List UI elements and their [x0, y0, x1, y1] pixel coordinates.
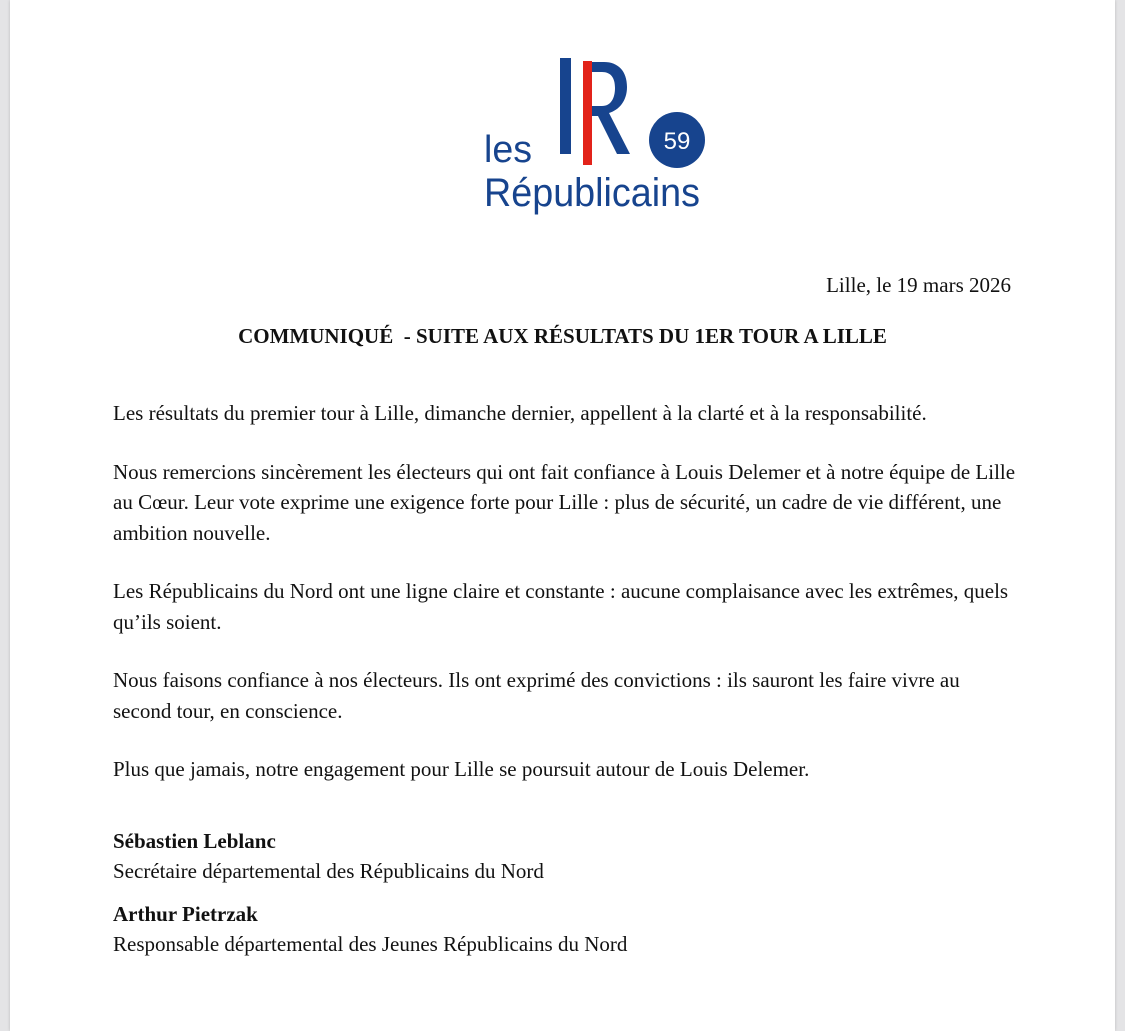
logo-red-bar	[583, 61, 592, 165]
document-date: Lille, le 19 mars 2026	[826, 273, 1011, 297]
logo-badge-number: 59	[663, 128, 691, 155]
body-paragraph: Nous remercions sincèrement les électeurs qui ont fait confiance à Louis Delemer et à notre équipe de Lille au Cœur. Leur vote exprime une exigence forte pour Lille : plus de sécurité, un cadre de vie différent, une ambition nouvelle.	[113, 459, 1016, 545]
signatory-role: Responsable départemental des Jeunes Républicains du Nord	[113, 932, 628, 956]
signatory-name: Sébastien Leblanc	[113, 829, 276, 853]
document-body	[113, 398, 1018, 813]
logo-graphic	[478, 58, 718, 218]
signatory-name: Arthur Pietrzak	[113, 902, 258, 926]
signatory-role: Secrétaire départemental des Républicains du Nord	[113, 859, 544, 883]
body-paragraph: Plus que jamais, notre engagement pour Lille se poursuit autour de Louis Delemer.	[113, 757, 810, 781]
logo-text-les: les	[484, 129, 532, 171]
signatures	[113, 826, 1018, 972]
logo-i-bar	[560, 58, 571, 154]
logo-r-shape	[592, 62, 630, 154]
les-republicains-59-logo	[478, 58, 718, 218]
body-paragraph: Les résultats du premier tour à Lille, dimanche dernier, appellent à la clarté et à la responsabilité.	[113, 401, 927, 425]
document-page	[10, 0, 1115, 1031]
logo-text-republicains: Républicains	[484, 171, 700, 215]
signatory	[113, 899, 1018, 959]
body-paragraph: Les Républicains du Nord ont une ligne claire et constante : aucune complaisance avec les extrêmes, quels qu’ils soient.	[113, 579, 1009, 634]
body-paragraph: Nous faisons confiance à nos électeurs. Ils ont exprimé des convictions : ils sauront les faire vivre au second tour, en conscience.	[113, 668, 960, 723]
signatory	[113, 826, 1018, 886]
document-title: COMMUNIQUÉ - SUITE AUX RÉSULTATS DU 1ER TOUR A LILLE	[238, 324, 887, 348]
